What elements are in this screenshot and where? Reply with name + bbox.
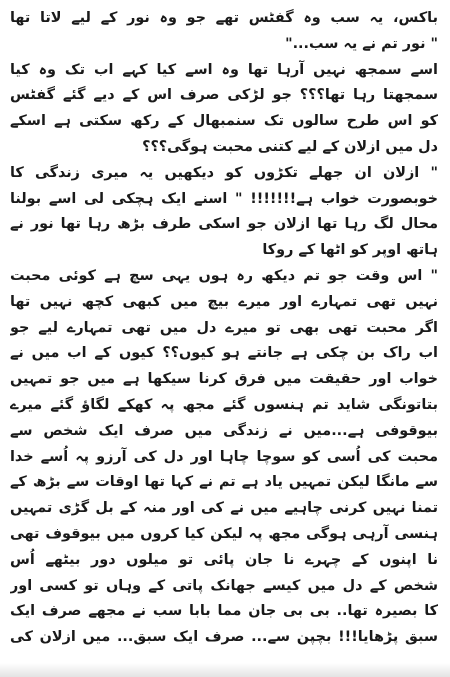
text-line: اب راک بن چکی ہے جانتے ہو کیوں؟؟ کیوں کے اب میں نے bbox=[10, 345, 438, 362]
text-line: سمجھتا رہا تھا؟؟؟ جو لڑکی صرف اس کے دیے گئے گفٹس bbox=[10, 87, 438, 104]
text-line: کو اس طرح سالوں تک سنمبھال کے رکھ سکتی ہے اسکے bbox=[10, 113, 438, 130]
text-line: بتاتونگی شاید تم ہنسوں گئے مجھ پہ کھکے لگاؤ گئے میرے bbox=[10, 396, 438, 413]
text-line: تمنا نہیں کرنی چاہیے میں نے کی اور منہ کے بل گڑی تمہیں bbox=[10, 500, 438, 517]
text-line: اگر محبت تھی بھی تو میرے دل میں تھی تمہارے لیے جو bbox=[10, 319, 438, 336]
text-line: خوبصورت خواب ہے!!!!!!! " اسنے ایک ہچکی لی اسے بولنا bbox=[10, 190, 438, 207]
text-line: کا بصیرہ تھا.. بی بی جان مما بابا سب نے مجھے صرف ایک bbox=[10, 603, 438, 620]
bottom-edge-shadow bbox=[0, 663, 450, 677]
text-line: سے مانگا لیکن تمہیں یاد ہے تم نے کہا تھا اوقات سے بڑھ کے bbox=[10, 474, 438, 491]
text-line: شخص کے دل میں کیسے جھانک پاتی کے وہاں تو کسی اور bbox=[10, 577, 438, 594]
text-line: محبت کی اُسی کو سوچا چاہا اور دل کی آرزو پہ اُسے خدا bbox=[10, 448, 438, 465]
text-line: خواب اور حقیقت میں فرق کرنا سیکھا ہے میں جو تمہیں bbox=[10, 371, 438, 388]
text-line: " اس وقت جو تم دیکھ رہ ہوں یہی سچ ہے کوئی محبت bbox=[10, 267, 438, 284]
text-line: بیوقوفی ہے...میں نے زندگی میں صرف ایک شخص سے bbox=[10, 422, 438, 439]
text-line: دل میں ازلان کے لیے کتنی محبت ہوگی؟؟؟ bbox=[142, 138, 438, 155]
text-line: باکس، یہ سب وہ گفٹس تھے جو وہ نور کے لیے لاتا تھا bbox=[10, 10, 438, 26]
text-line: نا اپنوں کے چہرے نا جان پائی تو میلوں دور بیٹھے اُس bbox=[10, 551, 438, 568]
text-line: " ازلان ان جھلے تکڑوں کو دیکھیں یہ میری زندگی کا bbox=[10, 164, 438, 181]
text-line: ہاتھ اوپر کو اٹھا کے روکا bbox=[262, 242, 438, 259]
text-line: ہنسی آرہی ہوگی مجھ پہ لیکن کیا کروں میں بیوقوف تھی bbox=[10, 525, 438, 542]
text-line: سبق پڑھایا!!! بچپن سے... صرف ایک سبق... میں ازلان کی bbox=[10, 629, 438, 646]
text-line: اسے سمجھ نہیں آرہا تھا وہ اسے کیا کہے اب تک وہ کیا bbox=[10, 61, 438, 78]
text-line: " نور تم نے یہ سب..." bbox=[285, 35, 438, 52]
text-line: نہیں تھی تمہارے اور میرے بیچ میں کبھی کچھ نہیں تھا bbox=[10, 293, 438, 310]
text-line: محال لگ رہا تھا ازلان جو اسکی طرف بڑھ رہا تھا نور نے bbox=[10, 216, 438, 233]
